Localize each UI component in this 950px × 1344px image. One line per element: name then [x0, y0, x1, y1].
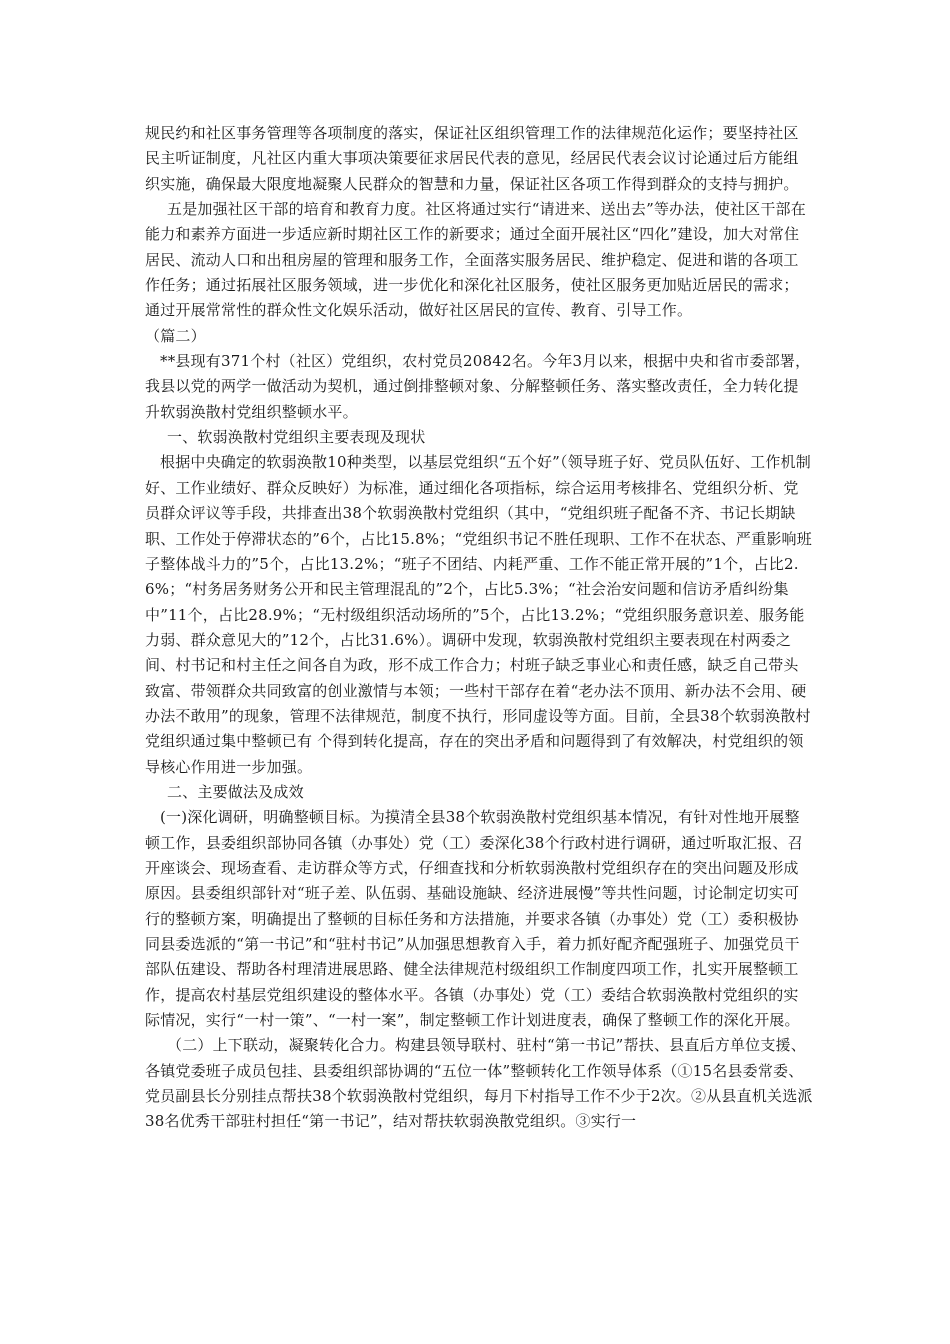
- paragraph: 规民约和社区事务管理等各项制度的落实，保证社区组织管理工作的法律规范化运作；要坚持社区民主听证制度，凡社区内重大事项决策要征求居民代表的意见，经居民代表会议讨论通过后方能组织实施，确保最大限度地凝聚人民群众的智慧和力量，保证社区各项工作得到群众的支持与拥护。: [145, 124, 799, 193]
- paragraph: 五是加强社区干部的培育和教育力度。社区将通过实行“请进来、送出去”等办法，使社区干部在能力和素养方面进一步适应新时期社区工作的新要求；通过全面开展社区“四化”建设，加大对常住居民、流动人口和出租房屋的管理和服务工作，全面落实服务居民、维护稳定、促进和谐的各项工作任务；通过拓展社区服务领域，进一步优化和深化社区服务，使社区服务更加贴近居民的需求；通过开展常常性的群众性文化娱乐活动，做好社区居民的宣传、教育、引导工作。: [145, 200, 806, 320]
- paragraph: (一)深化调研，明确整顿目标。为摸清全县38个软弱涣散村党组织基本情况，有针对性地开展整顿工作，县委组织部协同各镇（办事处）党（工）委深化38个行政村进行调研，通过听取汇报、召开座谈会、现场查看、走访群众等方式，仔细查找和分析软弱涣散村党组织存在的突出问题及形成原因。县委组织部针对“班子差、队伍弱、基础设施缺、经济进展慢”等共性问题，讨论制定切实可行的整顿方案，明确提出了整顿的目标任务和方法措施，并要求各镇（办事处）党（工）委积极协同县委选派的“第一书记”和“驻村书记”从加强思想教育入手，着力抓好配齐配强班子、加强党员干部队伍建设、帮助各村理清进展思路、健全法律规范村级组织工作制度四项工作，扎实开展整顿工作，提高农村基层党组织建设的整体水平。各镇（办事处）党（工）委结合软弱涣散村党组织的实际情况，实行“一村一策”、“一村一案”，制定整顿工作计划进度表，确保了整顿工作的深化开展。: [145, 808, 803, 1030]
- section-heading: 二、主要做法及成效: [167, 782, 304, 801]
- section-label: （篇二）: [145, 326, 206, 345]
- paragraph: **县现有371个村（社区）党组织，农村党员20842名。今年3月以来，根据中央和省市委部署，我县以党的两学一做活动为契机，通过倒排整顿对象、分解整顿任务、落实整改责任，全力转化提升软弱涣散村党组织整顿水平。: [145, 352, 811, 421]
- paragraph: 根据中央确定的软弱涣散10种类型，以基层党组织“五个好”（领导班子好、党员队伍好、工作机制好、工作业绩好、群众反映好）为标准，通过细化各项指标，综合运用考核排名、党组织分析、党员群众评议等手段，共排查出38个软弱涣散村党组织（其中，“党组织班子配备不齐、书记长期缺职、工作处于停滞状态的”6个，占比15.8%；“党组织书记不胜任现职、工作不在状态、严重影响班子整体战斗力的”5个，占比13.2%；“班子不团结、内耗严重、工作不能正常开展的”1个，占比2.6%；“村务居务财务公开和民主管理混乱的”2个，占比5.3%；“社会治安问题和信访矛盾纠纷集中”11个，占比28.9%；“无村级组织活动场所的”5个，占比13.2%；“党组织服务意识差、服务能力弱、群众意见大的”12个，占比31.6%）。调研中发现，软弱涣散村党组织主要表现在村两委之间、村书记和村主任之间各自为政，形不成工作合力；村班子缺乏事业心和责任感，缺乏自己带头致富、带领群众共同致富的创业激情与本领；一些村干部存在着“老办法不顶用、新办法不会用、硬办法不敢用”的现象，管理不法律规范，制度不执行，形同虚设等方面。目前，全县38个软弱涣散村党组织通过集中整顿已有 个得到转化提高，存在的突出矛盾和问题得到了有效解决，村党组织的领导核心作用进一步加强。: [145, 453, 812, 776]
- document-body: [145, 121, 813, 1135]
- paragraph: （二）上下联动，凝聚转化合力。构建县领导联村、驻村“第一书记”帮扶、县直后方单位支援、各镇党委班子成员包挂、县委组织部协调的“五位一体”整顿转化工作领导体系（①15名县委常委、党员副县长分别挂点帮扶38个软弱涣散村党组织，每月下村指导工作不少于2次。②从县直机关选派38名优秀干部驻村担任“第一书记”，结对帮扶软弱涣散党组织。③实行一: [145, 1036, 813, 1131]
- section-heading: 一、软弱涣散村党组织主要表现及现状: [167, 428, 426, 447]
